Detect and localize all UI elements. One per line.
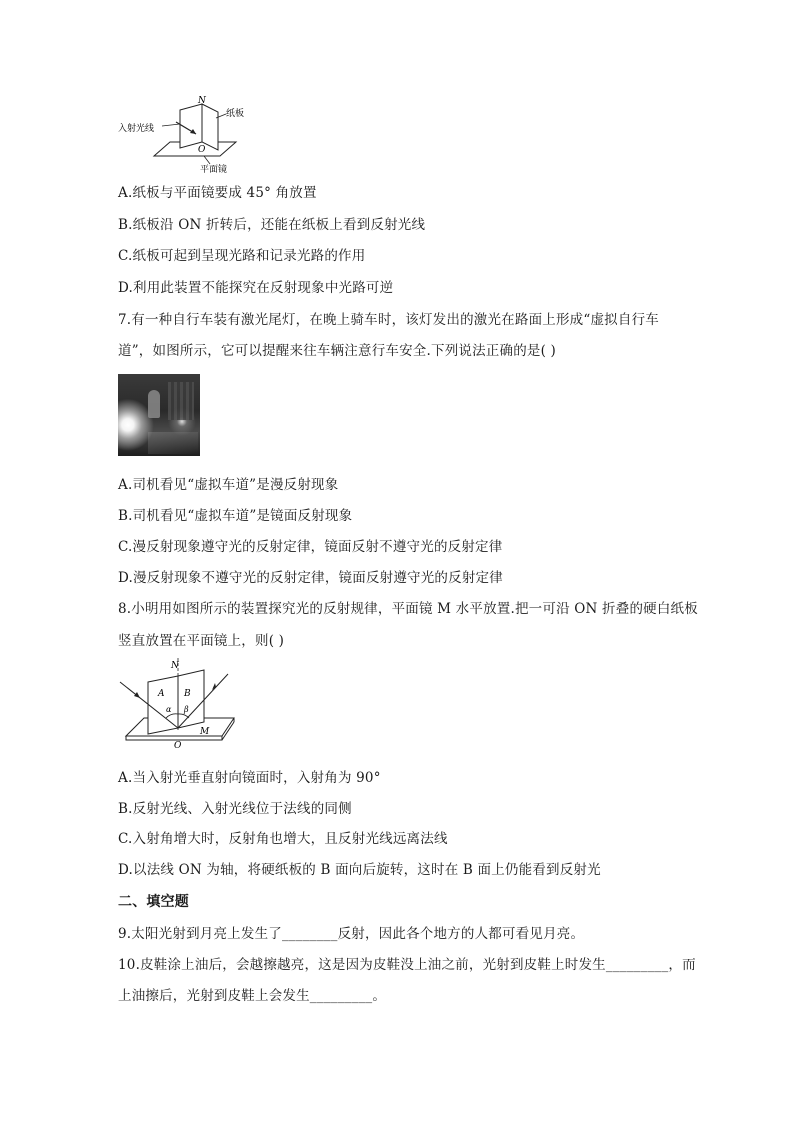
q8-stem-line2: 竖直放置在平面镜上，则( ) (118, 633, 285, 649)
q7-option-b: B.司机看见“虚拟车道”是镜面反射现象 (118, 508, 353, 524)
q8-option-d: D.以法线 ON 为轴，将硬纸板的 B 面向后旋转，这时在 B 面上仍能看到反射光 (118, 862, 601, 878)
section-fill-in-title: 二、填空题 (118, 894, 189, 910)
q8-option-b: B.反射光线、入射光线位于法线的同侧 (118, 801, 352, 817)
q10-stem-line2: 上油擦后，光射到皮鞋上会发生_________。 (118, 988, 387, 1004)
q7-option-a: A.司机看见“虚拟车道”是漫反射现象 (118, 477, 339, 493)
fig2-o-label: O (174, 741, 182, 751)
fig2-m-label: M (200, 727, 210, 737)
fig1-mirror-label: 平面镜 (200, 165, 228, 174)
fig2-beta-label: β (184, 705, 189, 714)
q8-stem-line1: 8.小明用如图所示的装置探究光的反射规律，平面镜 M 水平放置.把一可沿 ON 折叠的硬白纸板 (118, 601, 698, 617)
q8-option-c: C.入射角增大时，反射角也增大，且反射光线远离法线 (118, 831, 448, 847)
q7-stem-line2: 道”，如图所示，它可以提醒来往车辆注意行车安全.下列说法正确的是( ) (118, 343, 557, 359)
paper-board-figure (118, 94, 258, 174)
fig2-n-label: N (171, 661, 179, 671)
fig2-b-label: B (184, 689, 191, 699)
q6-option-b: B.纸板沿 ON 折转后，还能在纸板上看到反射光线 (118, 217, 426, 233)
q8-option-a: A.当入射光垂直射向镜面时，入射角为 90° (118, 770, 381, 786)
fig1-point-label: O (198, 145, 206, 155)
reflection-apparatus-figure (118, 656, 238, 754)
q10-stem-line1: 10.皮鞋涂上油后，会越擦越亮，这是因为皮鞋没上油之前，光射到皮鞋上时发生_________，而 (118, 957, 696, 973)
fig1-incident-label: 入射光线 (118, 124, 155, 134)
fig1-board-label: 纸板 (226, 109, 245, 119)
q7-option-d: D.漫反射现象不遵守光的反射定律，镜面反射遵守光的反射定律 (118, 570, 503, 586)
q7-stem-line1: 7.有一种自行车装有激光尾灯，在晚上骑车时，该灯发出的激光在路面上形成“虚拟自行车 (118, 312, 659, 328)
fig1-normal-label: N (198, 96, 206, 106)
q9-stem: 9.太阳光射到月亮上发生了________反射，因此各个地方的人都可看见月亮。 (118, 926, 585, 942)
q7-option-c: C.漫反射现象遵守光的反射定律，镜面反射不遵守光的反射定律 (118, 539, 503, 555)
q6-option-c: C.纸板可起到呈现光路和记录光路的作用 (118, 248, 366, 264)
fig2-a-label: A (158, 689, 165, 699)
q6-option-d: D.利用此装置不能探究在反射现象中光路可逆 (118, 280, 394, 296)
fig2-alpha-label: α (166, 705, 172, 714)
q6-option-a: A.纸板与平面镜要成 45° 角放置 (118, 185, 317, 201)
virtual-bike-lane-photo (118, 374, 200, 456)
